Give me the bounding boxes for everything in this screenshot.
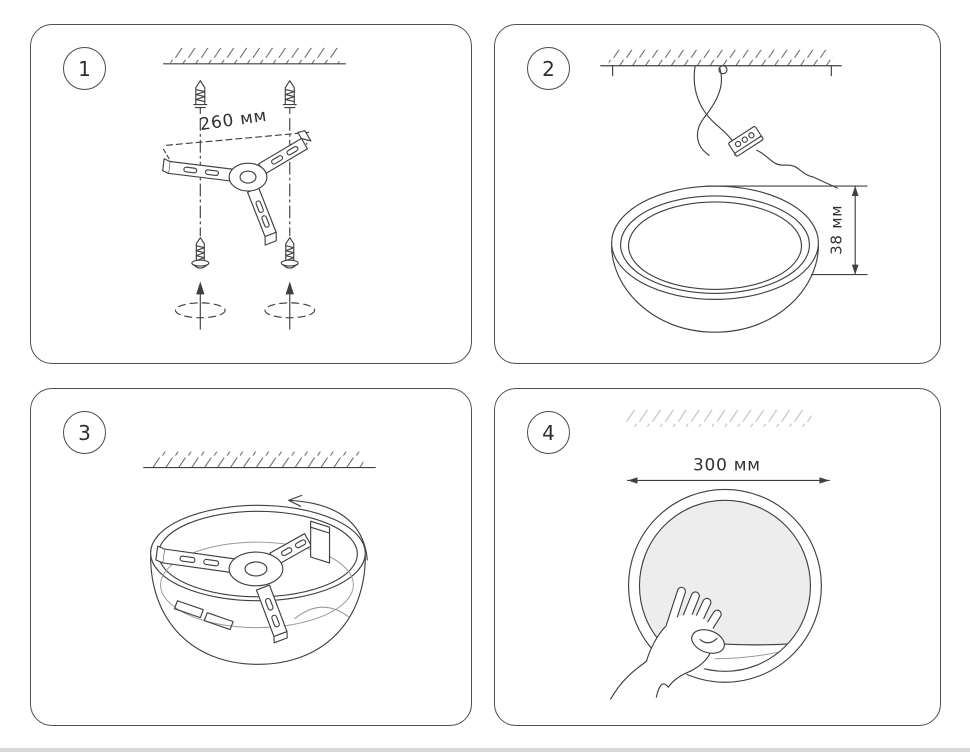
step-number-badge: [527, 411, 570, 454]
dimension-300: [628, 455, 830, 484]
mounting-bracket-icon: [162, 129, 313, 245]
step-number: 3: [78, 420, 91, 445]
ceiling-hatch-icon: [144, 452, 376, 468]
step-panel-1: [30, 24, 472, 364]
step-panel-3: [30, 388, 472, 726]
fixture-drum-icon: [612, 186, 819, 332]
ceiling-hatch-icon: [625, 410, 812, 427]
screw-icon: [192, 238, 298, 268]
dimension-label: 38 мм: [827, 204, 846, 255]
dimension-label: 300 мм: [693, 454, 761, 475]
insert-arrow-icon: [175, 281, 314, 329]
ceiling-hatch-icon: [164, 48, 346, 64]
dimension-label: 260 мм: [198, 104, 269, 135]
step-number-badge: [63, 47, 106, 90]
wires-and-terminal-block-icon: [694, 66, 837, 188]
step-number: 1: [78, 56, 91, 81]
page-edge-strip: [0, 748, 970, 752]
step-panel-2: [494, 24, 941, 364]
step-panel-4: [494, 388, 941, 726]
step-number-badge: [63, 411, 106, 454]
step-number: 4: [542, 420, 555, 445]
step-number: 2: [542, 56, 555, 81]
step-number-badge: [527, 47, 570, 90]
